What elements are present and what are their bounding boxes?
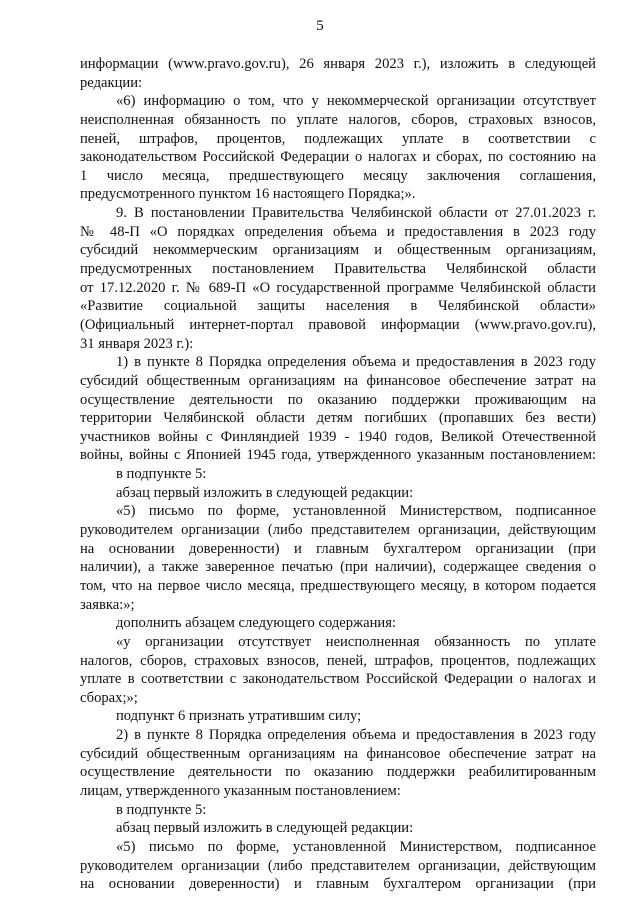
text-line: на основании доверенности) и главным бухгалтером организации (при [80,540,596,557]
text-line: пеней, штрафов, процентов, подлежащих уплате в соответствии с [80,130,596,147]
text-line: 31 января 2023 г.): [80,335,194,352]
text-line: 1) в пункте 8 Порядка определения объема и предоставления в 2023 году [116,354,596,371]
text-line: в подпункте 5: [116,466,207,483]
text-line: дополнить абзацем следующего содержания: [116,615,396,632]
text-line: уплате в соответствии с законодательством Российской Федерации о налогах и [80,671,596,688]
text-line: «5) письмо по форме, установленной Министерством, подписанное [116,503,596,520]
text-line: предусмотренных постановлением Правительства Челябинской области [80,261,596,278]
page-number: 5 [316,18,324,34]
text-line: абзац первый изложить в следующей редакции: [116,484,414,501]
text-line: неисполненная обязанность по уплате налогов, сборов, страховых взносов, [80,111,596,128]
document-body [80,55,596,894]
text-line: 9. В постановлении Правительства Челябинской области от 27.01.2023 г. [116,205,596,222]
text-line: осуществление деятельности по оказанию поддержки проживающим на [80,391,596,408]
text-line: законодательством Российской Федерации о налогах и сборах, по состоянию на [80,149,596,166]
text-line: абзац первый изложить в следующей редакции: [116,820,414,837]
text-line: осуществление деятельности по оказанию поддержки реабилитированным [80,764,596,781]
text-line: территории Челябинской области детям погибших (пропавших без вести) [80,410,596,427]
text-line: предусмотренного пунктом 16 настоящего Порядка;». [80,186,416,203]
text-line: том, что на первое число месяца, предшествующего месяцу, в котором подается [80,577,596,594]
text-line: 1 число месяца, предшествующего месяцу заключения соглашения, [80,167,596,184]
text-line: войны, войны с Японией 1945 года, утвержденного указанным постановлением: [80,447,596,464]
text-line: «5) письмо по форме, установленной Министерством, подписанное [116,838,596,855]
text-line: заявка:»; [80,596,135,613]
text-line: в подпункте 5: [116,801,207,818]
text-line: 2) в пункте 8 Порядка определения объема и предоставления в 2023 году [116,727,596,744]
text-line: участников войны с Финляндией 1939 - 1940 годов, Великой Отечественной [80,428,596,445]
text-line: субсидий общественным организациям на финансовое обеспечение затрат на [80,745,596,762]
text-line: на основании доверенности) и главным бухгалтером организации (при [80,876,596,893]
text-line: подпункт 6 признать утратившим силу; [116,708,362,725]
text-line: налогов, сборов, страховых взносов, пеней, штрафов, процентов, подлежащих [80,652,596,669]
text-line: руководителем организации (либо представителем организации, действующим [80,857,596,874]
text-line: № 48-П «О порядках определения объема и предоставления в 2023 году [80,223,596,240]
text-line: «у организации отсутствует неисполненная обязанность по уплате [116,633,596,650]
text-line: сборах;»; [80,689,138,706]
text-line: наличии), а также заверенное печатью (при наличии), содержащее сведения о [80,559,596,576]
text-line: информации (www.pravo.gov.ru), 26 января 2023 г.), изложить в следующей [80,56,596,72]
text-line: от 17.12.2020 г. № 689-П «О государственной программе Челябинской области [80,279,596,296]
text-line: «6) информацию о том, что у некоммерческой организации отсутствует [116,93,596,110]
text-line: лицам, утвержденного указанным постановлением: [80,782,401,799]
text-line: редакции: [80,74,143,91]
text-line: субсидий некоммерческим организациям и общественным организациям, [80,242,596,259]
text-line: субсидий общественным организациям на финансовое обеспечение затрат на [80,372,596,389]
text-line: «Развитие социальной защиты населения в Челябинской области» [80,298,596,315]
text-line: (Официальный интернет-портал правовой информации (www.pravo.gov.ru), [80,316,596,333]
text-line: руководителем организации (либо представителем организации, действующим [80,522,596,539]
